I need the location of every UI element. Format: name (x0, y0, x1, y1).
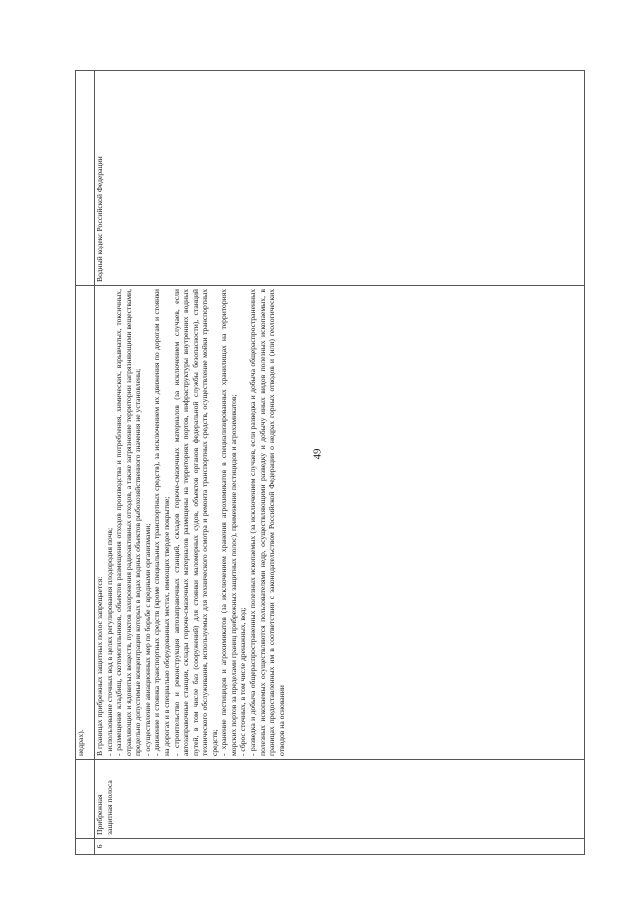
restriction-item: - сброс сточных, в том числе дренажных, вод; (238, 607, 248, 756)
table-row-continuation (76, 71, 95, 855)
empty-cell (76, 71, 95, 286)
restriction-item: - разведка и добыча общераспространенных полезных ископаемых (за исключением случаев, если разведка и добыча общераспространенных полезных ископаемых осуществляются пользователями недр, осуществляющими разведку и добычу иных видов полезных ископаемых, в границах предоставленных им в соответствии с законодательством Российской Федерации о недрах горных отводов и (или) геологических отводов на основании (248, 289, 286, 756)
restriction-intro: В границах прибрежных защитных полос запрещается: (95, 576, 104, 756)
continuation-text: недрах). (76, 729, 85, 756)
rotated-page-content (75, 70, 585, 855)
source-law: Водный кодекс Российской Федерации (95, 71, 585, 286)
zone-restrictions-table (75, 70, 585, 855)
restriction-item: - движение и стоянка транспортных средств (кроме специальных транспортных средств), за исключением их движения по дорогам и стоянки на дорогах и в специально оборудованных местах, имеющих твердое покрытие; (152, 289, 171, 756)
restriction-item: - строительство и реконструкция автозаправочных станций, складов горюче-смазочных материалов (за исключением случаев, если автозаправочные станции, склады горюче-смазочных материалов размещены на территориях портов, инфраструктуры внутренних водных путей, в том числе баз (сооружений) для стоянки маломерных судов, объектов органов федеральной службы безопасности), станций технического обслуживания, используемых для технического осмотра и ремонта транспортных средств, осуществление мойки транспортных средств; (171, 289, 219, 756)
zone-name: Прибрежная защитная полоса (95, 760, 585, 839)
restriction-item: - хранение пестицидов и агрохимикатов (за исключением хранения агрохимикатов в специализированных хранилищах на территориях морских портов за пределами границ прибрежных защитных полос), применение пестицидов и агрохимикатов; (219, 289, 238, 756)
restrictions-cell (95, 286, 585, 760)
restriction-item: - использование сточных вод в целях регулирования плодородия почв; (104, 527, 114, 756)
restriction-item: - размещение кладбищ, скотомогильников, объектов размещения отходов производства и потребления, химических, взрывчатых, токсичных, отравляющих и ядовитых веществ, пунктов захоронения радиоактивных отходов, а также загрязнение территории загрязняющими веществами, предельно допустимые концентрации которых в водах водных объектов рыбохозяйственного значения не установлены; (114, 289, 143, 756)
continuation-cell (76, 286, 95, 760)
empty-cell (76, 760, 95, 839)
page-number: 49 (311, 448, 324, 460)
empty-cell (76, 839, 95, 855)
row-number: 6 (95, 839, 585, 855)
restriction-item: - осуществление авиационных мер по борьбе с вредными организмами; (142, 523, 152, 756)
table-row (95, 71, 585, 855)
